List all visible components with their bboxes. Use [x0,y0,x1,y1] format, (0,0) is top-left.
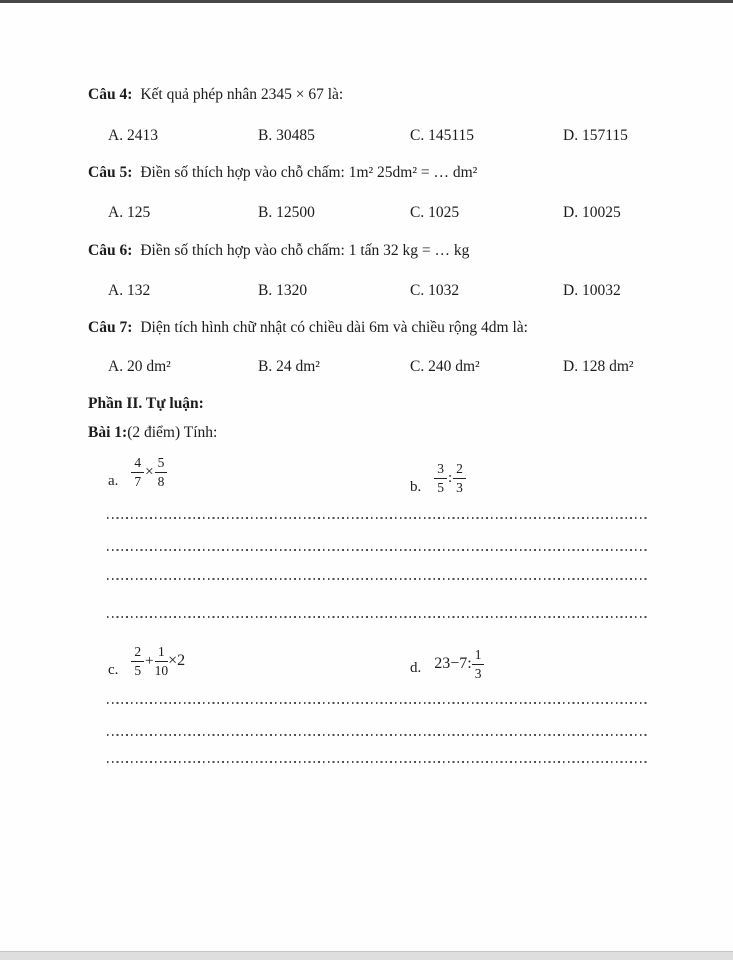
option-b: B. 12500 [258,204,315,221]
fraction-denominator: 3 [456,479,463,495]
question-6-heading [88,242,469,260]
fraction [155,644,169,678]
question-6-text: Điền số thích hợp vào chỗ chấm: 1 tấn 32 kg = … kg [140,242,470,259]
answer-dotted-line [107,734,648,736]
answer-dotted-line [107,549,648,551]
fraction-numerator: 2 [131,644,144,662]
fraction-denominator: 3 [474,665,482,681]
section-2-title: Phần II. Tự luận: [88,395,204,412]
question-4-options [0,127,733,149]
question-5-heading [88,164,477,182]
question-7-heading [88,319,528,337]
option-a: A. 125 [108,204,151,221]
question-7-text: Diện tích hình chữ nhật có chiều dài 6m và chiều rộng 4dm là: [140,319,528,336]
option-d: D. 128 dm² [563,358,634,375]
option-d: D. 10025 [563,204,621,221]
calc-item-d [410,647,484,681]
bottom-border-bar [0,951,733,960]
exercise-1-heading [88,424,217,442]
fraction [434,461,447,495]
question-5-options [0,204,733,226]
fraction-numerator: 1 [472,647,485,665]
fraction-numerator: 1 [155,644,169,662]
item-c-label: c. [108,661,119,678]
option-a: A. 20 dm² [108,358,171,375]
question-6-options [0,282,733,304]
calc-item-b [410,461,466,495]
option-a: A. 132 [108,282,151,299]
option-b: B. 1320 [258,282,308,299]
fraction [155,455,168,489]
option-c: C. 240 dm² [410,358,480,375]
fraction-denominator: 10 [154,662,169,678]
item-d-label: d. [410,659,422,676]
option-a: A. 2413 [108,127,158,144]
fraction [131,455,144,489]
exercise-1-text: (2 điểm) Tính: [127,424,218,441]
plus-operator: + [145,652,154,669]
question-4-label: Câu 4: [88,86,133,103]
option-c: C. 1025 [410,204,460,221]
calc-item-c [108,644,185,678]
exercise-1-label: Bài 1: [88,424,128,441]
option-d: D. 10032 [563,282,621,299]
calc-item-a [108,455,167,489]
item-a-label: a. [108,472,119,489]
option-c: C. 1032 [410,282,460,299]
fraction-numerator: 2 [453,461,466,479]
question-5-text: Điền số thích hợp vào chỗ chấm: 1m² 25dm² = … dm² [140,164,478,181]
option-c: C. 145115 [410,127,475,144]
fraction [131,644,144,678]
item-b-label: b. [410,478,422,495]
question-7-label: Câu 7: [88,319,133,336]
answer-dotted-line [107,702,648,704]
option-b: B. 30485 [258,127,315,144]
fraction-numerator: 4 [131,455,144,473]
multiply-suffix: ×2 [168,652,186,670]
answer-dotted-line [107,578,648,580]
top-border-bar [0,0,733,3]
fraction-denominator: 7 [134,473,142,489]
fraction-denominator: 5 [437,479,444,495]
option-b: B. 24 dm² [258,358,320,375]
fraction-denominator: 8 [157,473,165,489]
fraction-denominator: 5 [134,662,142,678]
answer-dotted-line [107,761,648,763]
divide-operator: : [448,469,453,486]
option-d: D. 157115 [563,127,628,144]
expression-prefix: 23−7: [434,655,472,673]
fraction-numerator: 5 [155,455,168,473]
question-5-label: Câu 5: [88,164,133,181]
answer-dotted-line [107,616,648,618]
question-7-options [0,358,733,380]
fraction-numerator: 3 [434,461,447,479]
question-4-heading [88,86,343,104]
multiply-operator: × [145,463,154,480]
fraction [453,461,466,495]
question-6-label: Câu 6: [88,242,133,259]
answer-dotted-line [107,517,648,519]
fraction [472,647,485,681]
question-4-text: Kết quả phép nhân 2345 × 67 là: [140,86,344,103]
